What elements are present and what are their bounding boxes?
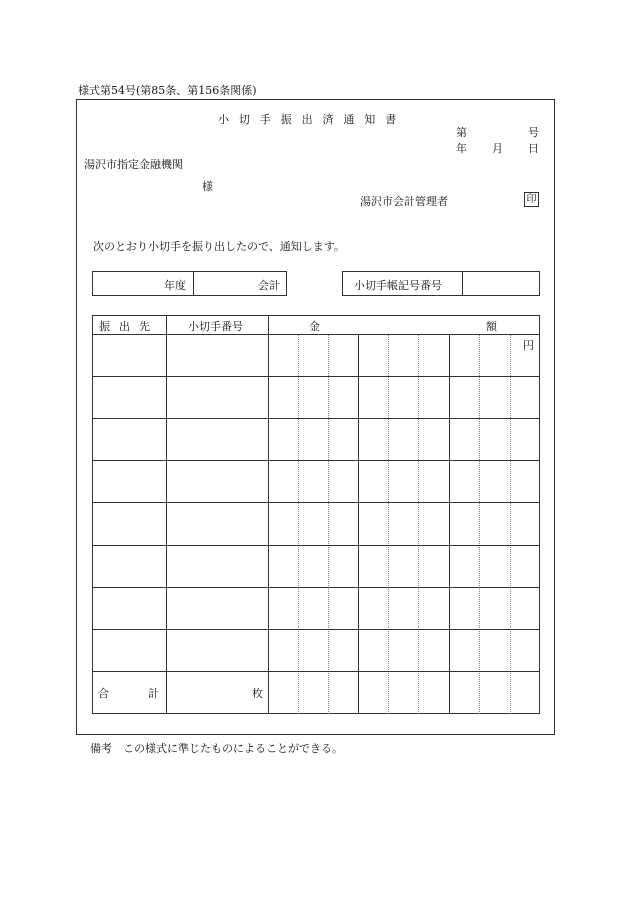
amount-group-divider	[449, 334, 450, 714]
amount-digit-divider	[388, 334, 389, 714]
remarks: 備考 この様式に準じたものによることができる。	[90, 742, 343, 755]
ledger-number-label: 小切手帳記号番号	[354, 279, 442, 292]
table-row-rule	[92, 418, 540, 419]
total-label-left: 合	[98, 687, 109, 700]
check-table	[92, 315, 540, 714]
fiscal-account-divider	[193, 271, 194, 296]
check-number-header: 小切手番号	[188, 320, 243, 333]
seal-stamp: 印	[524, 192, 539, 207]
table-row-rule	[92, 460, 540, 461]
account-label: 会計	[258, 279, 280, 292]
body-text: 次のとおり小切手を振り出したので、通知します。	[93, 240, 345, 253]
table-row-rule	[92, 629, 540, 630]
issuer: 湯沢市会計管理者	[360, 195, 448, 208]
form-number: 様式第54号(第85条、第156条関係)	[78, 84, 257, 97]
table-column-divider	[268, 315, 269, 714]
table-row-rule	[92, 545, 540, 546]
amount-digit-divider	[298, 334, 299, 714]
date-day: 日	[528, 142, 539, 155]
honorific: 様	[202, 180, 213, 193]
table-header-rule	[92, 334, 540, 335]
table-row-rule	[92, 671, 540, 672]
document-number-suffix: 号	[528, 126, 539, 139]
yen-unit: 円	[523, 339, 534, 352]
fiscal-year-label: 年度	[164, 279, 186, 292]
amount-digit-divider	[510, 334, 511, 714]
table-row-rule	[92, 502, 540, 503]
date-month: 月	[492, 142, 503, 155]
addressee: 湯沢市指定金融機関	[84, 158, 183, 171]
amount-header-left: 金	[309, 320, 320, 333]
date-year: 年	[456, 142, 467, 155]
amount-digit-divider	[418, 334, 419, 714]
table-row-rule	[92, 587, 540, 588]
count-unit: 枚	[252, 687, 263, 700]
ledger-number-divider	[462, 271, 463, 296]
amount-header-right: 額	[486, 320, 497, 333]
page-title: 小切手振出済通知書	[218, 113, 407, 126]
table-row-rule	[92, 376, 540, 377]
payee-header: 振 出 先	[99, 320, 153, 333]
table-column-divider	[166, 315, 167, 714]
amount-digit-divider	[328, 334, 329, 714]
amount-digit-divider	[479, 334, 480, 714]
amount-group-divider	[358, 334, 359, 714]
total-label-right: 計	[148, 687, 159, 700]
document-number-prefix: 第	[456, 126, 467, 139]
